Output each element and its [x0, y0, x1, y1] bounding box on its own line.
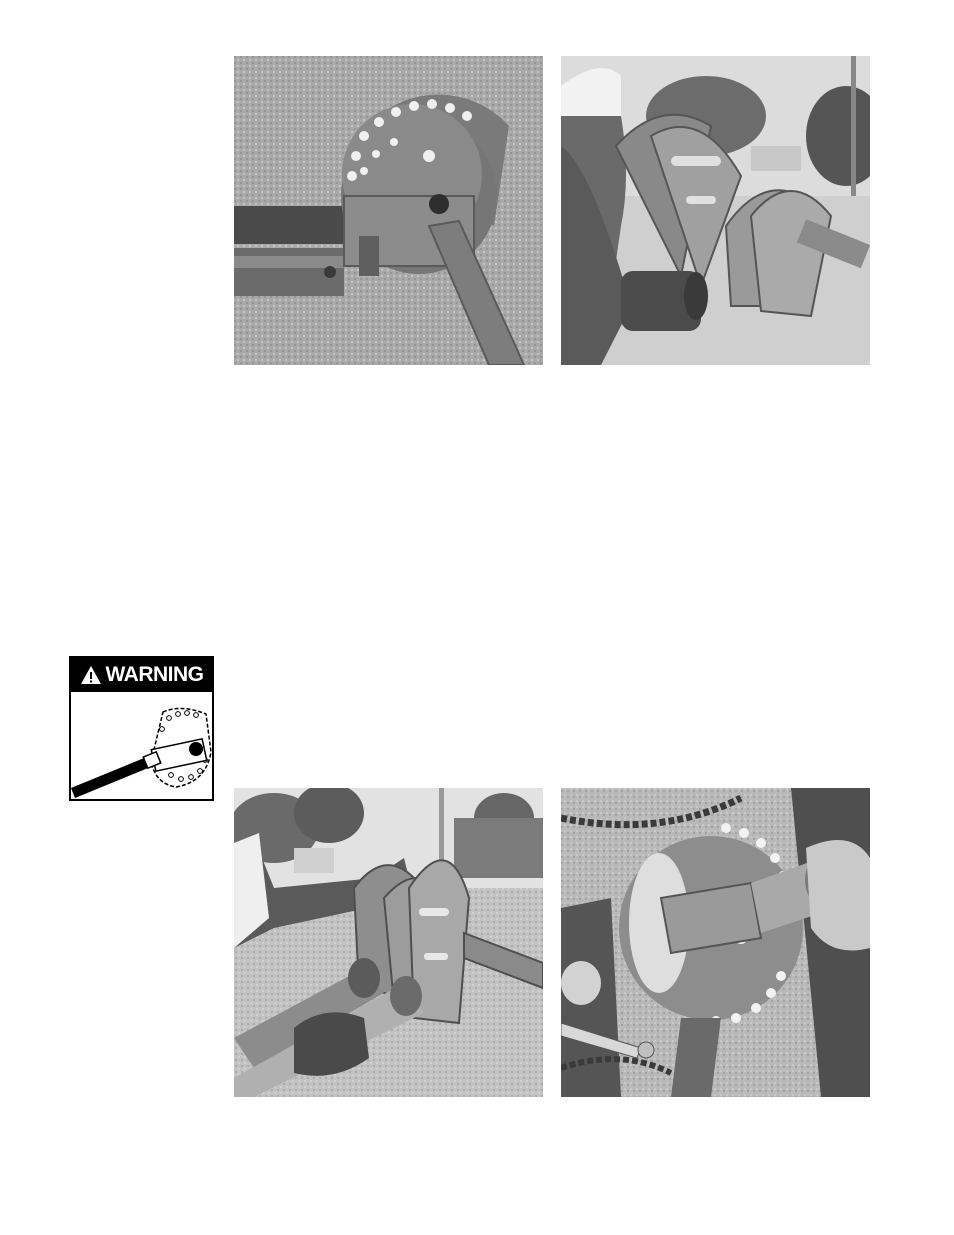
photo-bending-shoe-closeup — [234, 56, 543, 365]
warning-title: WARNING — [105, 663, 204, 686]
bending-shoe-on-pipe-icon — [234, 56, 543, 365]
photo-worker-positioning-pipe — [234, 788, 543, 1097]
photo-worker-adjusting-shoe — [561, 56, 870, 365]
warning-header — [71, 658, 212, 692]
alert-triangle-icon — [80, 665, 102, 685]
warning-pictogram — [71, 692, 212, 799]
worker-adjusting-shoe-icon — [561, 56, 870, 365]
photo-worker-securing-pipe — [561, 788, 870, 1097]
worker-positioning-pipe-icon — [234, 788, 543, 1097]
warning-label — [69, 656, 214, 801]
bender-handle-pictogram-icon — [71, 692, 212, 799]
worker-securing-pipe-icon — [561, 788, 870, 1097]
